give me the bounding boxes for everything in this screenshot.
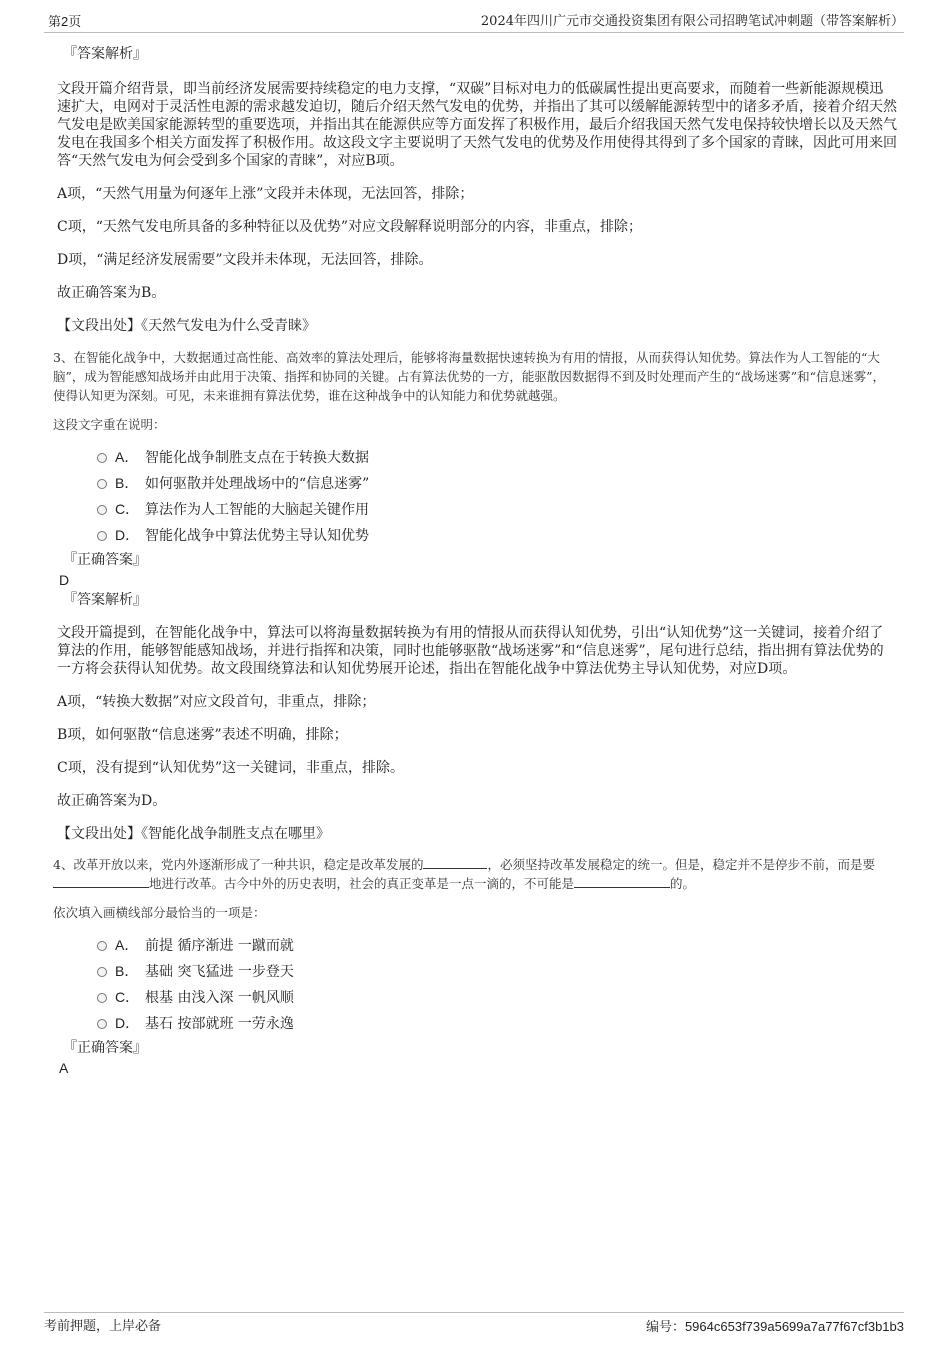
q2-option-c-explanation: C项，“天然气发电所具备的多种特征以及优势”对应文段解释说明部分的内容，非重点，排除；	[57, 219, 643, 235]
q3-answer: D	[59, 572, 70, 588]
q4-options	[57, 932, 897, 1036]
blank-1	[423, 856, 487, 869]
q3-conclusion: 故正确答案为D。	[57, 793, 167, 809]
q2-option-d-explanation: D项，“满足经济发展需要”文段并未体现，无法回答，排除。	[57, 252, 433, 268]
radio-icon[interactable]	[97, 967, 107, 977]
radio-icon[interactable]	[97, 505, 107, 515]
q2-option-a-explanation: A项，“天然气用量为何逐年上涨”文段并未体现，无法回答，排除；	[57, 186, 474, 202]
q3-analysis-text: 文段开篇提到，在智能化战争中，算法可以将海量数据转换为有用的情报从而获得认知优势，引出“认知优势”这一关键词，接着介绍了算法的作用，能够智能感知战场，并进行指挥和决策，同时也能够驱散“战场迷雾”和“信息迷雾”，尾句进行总结，指出拥有算法优势的一方将会获得认知优势。故文段围绕算法和认知优势展开论述，指出在智能化战争中算法优势主导认知优势，对应D项。	[57, 625, 884, 677]
q2-analysis-label: 『答案解析』	[63, 46, 147, 62]
q3-option-a-explanation: A项，“转换大数据”对应文段首句，非重点，排除；	[57, 694, 376, 710]
q4-answer: A	[59, 1060, 69, 1076]
footer-slogan: 考前押题，上岸必备	[44, 1319, 162, 1334]
q3-source: 【文段出处】《智能化战争制胜支点在哪里》	[57, 826, 330, 842]
blank-2	[53, 875, 149, 888]
q2-analysis-text: 文段开篇介绍背景，即当前经济发展需要持续稳定的电力支撑，“双碳”目标对电力的低碳属性提出更高要求，而随着一些新能源规模迅速扩大，电网对于灵活性电源的需求越发迫切，随后介绍天然气发电的优势，并指出了其可以缓解能源转型中的诸多矛盾，接着介绍天然气发电是欧美国家能源转型的重要选项，并指出其在能源供应等方面发挥了积极作用，最后介绍我国天然气发电保持较快增长以及天然气发电在我国多个相关方面发挥了积极作用。故这段文字主要说明了天然气发电的优势及作用使得其得到了多个国家的青睐，因此可用来回答“天然气发电为何会受到多个国家的青睐”，对应B项。	[57, 81, 897, 169]
q4-option-d[interactable]: D． 基石 按部就班 一劳永逸	[97, 1010, 897, 1036]
blank-3	[574, 875, 670, 888]
q4-option-b[interactable]: B． 基础 突飞猛进 一步登天	[97, 958, 897, 984]
q4-option-a[interactable]: A． 前提 循序渐进 一蹴而就	[97, 932, 897, 958]
page-footer	[44, 1312, 904, 1335]
radio-icon[interactable]	[97, 453, 107, 463]
q3-option-a[interactable]: A． 智能化战争制胜支点在于转换大数据	[97, 444, 897, 470]
page-number: 第2页	[48, 14, 82, 29]
document-title: 2024年四川广元市交通投资集团有限公司招聘笔试冲刺题（带答案解析）	[480, 14, 904, 29]
radio-icon[interactable]	[97, 1019, 107, 1029]
radio-icon[interactable]	[97, 531, 107, 541]
q4-stem: 4、改革开放以来，党内外逐渐形成了一种共识，稳定是改革发展的 ，必须坚持改革发展稳定的统一。但是，稳定并不是停步不前，而是要地进行改革。古今中外的历史表明，社会的真正变革是一点一滴的，不可能是 的。	[53, 857, 875, 891]
q3-answer-label: 『正确答案』	[63, 552, 147, 568]
document-code: 编号：5964c653f739a5699a7a77f67cf3b1b3	[645, 1319, 904, 1334]
q3-option-b[interactable]: B． 如何驱散并处理战场中的“信息迷雾”	[97, 470, 897, 496]
q3-option-d[interactable]: D． 智能化战争中算法优势主导认知优势	[97, 522, 897, 548]
q3-option-c[interactable]: C． 算法作为人工智能的大脑起关键作用	[97, 496, 897, 522]
q4-option-c[interactable]: C． 根基 由浅入深 一帆风顺	[97, 984, 897, 1010]
q3-options	[57, 444, 897, 548]
q2-conclusion: 故正确答案为B。	[57, 285, 166, 301]
page-content	[53, 44, 897, 1078]
q3-analysis-label: 『答案解析』	[63, 592, 147, 608]
q3-stem: 3、在智能化战争中，大数据通过高性能、高效率的算法处理后，能够将海量数据快速转换为有用的情报，从而获得认知优势。算法作为人工智能的“大脑”，成为智能感知战场并由此用于决策、指挥和协同的关键。占有算法优势的一方，能驱散因数据得不到及时处理而产生的“战场迷雾”和“信息迷雾”，使得认知更为深刻。可见，未来谁拥有算法优势，谁在这种战争中的认知能力和优势就越强。	[53, 350, 885, 403]
q3-prompt: 这段文字重在说明：	[53, 417, 166, 432]
q3-option-b-explanation: B项，如何驱散“信息迷雾”表述不明确，排除；	[57, 727, 348, 743]
radio-icon[interactable]	[97, 941, 107, 951]
q4-prompt: 依次填入画横线部分最恰当的一项是：	[53, 905, 266, 920]
radio-icon[interactable]	[97, 993, 107, 1003]
page-header	[44, 12, 904, 33]
q2-source: 【文段出处】《天然气发电为什么受青睐》	[57, 318, 316, 334]
q4-answer-label: 『正确答案』	[63, 1040, 147, 1056]
radio-icon[interactable]	[97, 479, 107, 489]
q3-option-c-explanation: C项，没有提到“认知优势”这一关键词，非重点，排除。	[57, 760, 405, 776]
